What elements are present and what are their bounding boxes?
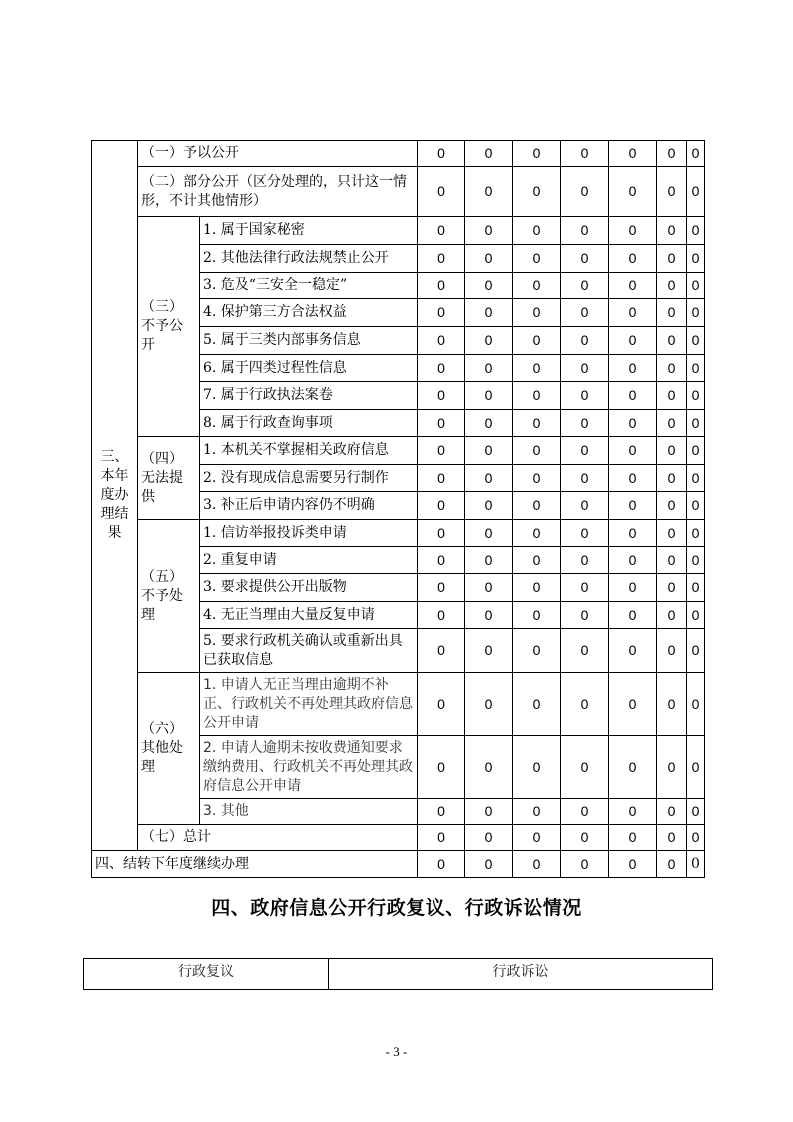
group4-row-2-value: 0	[465, 465, 513, 492]
group5-row-4-value: 0	[465, 602, 513, 629]
group3-row-1-value: 0	[513, 217, 561, 245]
group3-row-8-value: 0	[513, 410, 561, 437]
group5-row-4-value: 0	[657, 602, 687, 629]
group6-row-1-value: 0	[465, 673, 513, 736]
group4-row-1-value: 0	[513, 437, 561, 465]
row-carryover-value: 0	[418, 851, 465, 878]
group6-row-3-value: 0	[609, 799, 657, 825]
group5-row-2-value: 0	[418, 547, 465, 574]
group3-item-label: 4. 保护第三方合法权益	[200, 299, 418, 327]
group6-row-3-value: 0	[465, 799, 513, 825]
group3-row-3-value: 0	[418, 273, 465, 299]
group5-row-3-value: 0	[561, 574, 609, 602]
row-partial-value: 0	[465, 167, 513, 217]
group5-row-2-value: 0	[561, 547, 609, 574]
group3-row-5-value: 0	[609, 327, 657, 355]
group6-item-label: 3. 其他	[200, 799, 418, 825]
row-carryover-value: 0	[609, 851, 657, 878]
group5-row-1-value: 0	[418, 520, 465, 547]
group5-row-3-value: 0	[687, 574, 705, 602]
group3-row-2-value: 0	[657, 245, 687, 273]
group6-row-1-value: 0	[513, 673, 561, 736]
group5-row-3-value: 0	[418, 574, 465, 602]
group5-item-label: 3. 要求提供公开出版物	[200, 574, 418, 602]
group6-row-1-value: 0	[609, 673, 657, 736]
group3-row-5-value: 0	[465, 327, 513, 355]
row-total-value: 0	[513, 825, 561, 851]
row-partial-value: 0	[561, 167, 609, 217]
row-partial-label: （二）部分公开（区分处理的，只计这一情形，不计其他情形）	[138, 167, 418, 217]
group3-row-8-value: 0	[609, 410, 657, 437]
group3-row-2-value: 0	[561, 245, 609, 273]
group4-item-label: 3. 补正后申请内容仍不明确	[200, 492, 418, 520]
row-carryover-value: 0	[561, 851, 609, 878]
group3-row-4-value: 0	[561, 299, 609, 327]
group3-row-7-value: 0	[561, 382, 609, 410]
group3-row-6-value: 0	[465, 355, 513, 382]
group3-row-1-value: 0	[561, 217, 609, 245]
group6-row-2-value: 0	[418, 736, 465, 799]
row-total-value: 0	[561, 825, 609, 851]
group5-row-5-value: 0	[657, 629, 687, 673]
group5-item-label: 2. 重复申请	[200, 547, 418, 574]
group3-row-3-value: 0	[561, 273, 609, 299]
header-administrative-litigation: 行政诉讼	[329, 959, 713, 990]
group5-row-3-value: 0	[465, 574, 513, 602]
group3-row-8-value: 0	[657, 410, 687, 437]
header-administrative-review: 行政复议	[84, 959, 329, 990]
group5-row-1	[92, 520, 705, 547]
group3-row-5-value: 0	[657, 327, 687, 355]
group3-row-2-value: 0	[418, 245, 465, 273]
section3-label: 三、本年度办理结果	[92, 141, 138, 851]
group3-row-1-value: 0	[418, 217, 465, 245]
group5-row-2-value: 0	[657, 547, 687, 574]
group3-row-7-value: 0	[657, 382, 687, 410]
row-carryover	[92, 851, 705, 878]
row-public-value: 0	[561, 141, 609, 167]
group5-row-2-value: 0	[513, 547, 561, 574]
group4-item-label: 1. 本机关不掌握相关政府信息	[200, 437, 418, 465]
row-public-value: 0	[513, 141, 561, 167]
group3-item-label: 8. 属于行政查询事项	[200, 410, 418, 437]
group6-item-label: 2. 申请人逾期未按收费通知要求缴纳费用、行政机关不再处理其政府信息公开申请	[200, 736, 418, 799]
group5-row-2-value: 0	[687, 547, 705, 574]
group5-item-label: 4. 无正当理由大量反复申请	[200, 602, 418, 629]
group3-row-2-value: 0	[513, 245, 561, 273]
row-total-value: 0	[687, 825, 705, 851]
group3-row-6-value: 0	[561, 355, 609, 382]
page-number: - 3 -	[385, 1044, 408, 1059]
group3-row-6-value: 0	[687, 355, 705, 382]
review-litigation-table	[83, 958, 713, 990]
group6-row-2-value: 0	[657, 736, 687, 799]
row-public-value: 0	[609, 141, 657, 167]
group4-row-1-value: 0	[609, 437, 657, 465]
group3-row-5-value: 0	[561, 327, 609, 355]
group3-row-7-value: 0	[609, 382, 657, 410]
group3-item-label: 3. 危及“三安全一稳定”	[200, 273, 418, 299]
group4-row-3-value: 0	[465, 492, 513, 520]
row-partial-value: 0	[418, 167, 465, 217]
group6-row-3-value: 0	[418, 799, 465, 825]
section4-label: 四、结转下年度继续办理	[92, 851, 418, 878]
group5-row-4-value: 0	[561, 602, 609, 629]
group3-row-8-value: 0	[561, 410, 609, 437]
group5-row-5-value: 0	[418, 629, 465, 673]
group5-row-4-value: 0	[513, 602, 561, 629]
row-carryover-value: 0	[513, 851, 561, 878]
row-partial-value: 0	[657, 167, 687, 217]
group5-item-label: 1. 信访举报投诉类申请	[200, 520, 418, 547]
group4-row-2-value: 0	[418, 465, 465, 492]
group3-row-1	[92, 217, 705, 245]
row-partial-value: 0	[513, 167, 561, 217]
row-total-value: 0	[657, 825, 687, 851]
group3-row-4-value: 0	[418, 299, 465, 327]
group4-row-2-value: 0	[513, 465, 561, 492]
group6-row-3-value: 0	[657, 799, 687, 825]
group3-row-3-value: 0	[465, 273, 513, 299]
row-public-value: 0	[418, 141, 465, 167]
row-carryover-value: 0	[465, 851, 513, 878]
row-total-label: （七）总计	[138, 825, 418, 851]
row-partial	[92, 167, 705, 217]
group4-row-1-value: 0	[465, 437, 513, 465]
group4-row-3-value: 0	[609, 492, 657, 520]
group3-row-7-value: 0	[513, 382, 561, 410]
group6-row-1-value: 0	[687, 673, 705, 736]
group6-row-3-value: 0	[687, 799, 705, 825]
group4-row-2-value: 0	[657, 465, 687, 492]
group3-row-7-value: 0	[465, 382, 513, 410]
group3-row-8-value: 0	[687, 410, 705, 437]
group3-item-label: 7. 属于行政执法案卷	[200, 382, 418, 410]
group5-item-label: 5. 要求行政机关确认或重新出具已获取信息	[200, 629, 418, 673]
group6-row-1-value: 0	[418, 673, 465, 736]
group4-row-2-value: 0	[687, 465, 705, 492]
group3-row-5-value: 0	[687, 327, 705, 355]
group5-row-5-value: 0	[687, 629, 705, 673]
group5-row-4-value: 0	[687, 602, 705, 629]
group6-row-3-value: 0	[513, 799, 561, 825]
row-total-value: 0	[465, 825, 513, 851]
row-carryover-value: 0	[687, 851, 705, 878]
row-partial-value: 0	[687, 167, 705, 217]
group6-row-2-value: 0	[609, 736, 657, 799]
group4-row-1-value: 0	[687, 437, 705, 465]
group3-row-3-value: 0	[609, 273, 657, 299]
group3-row-5-value: 0	[418, 327, 465, 355]
group3-label: （三）不予公开	[138, 217, 200, 437]
row-partial-value: 0	[609, 167, 657, 217]
group3-row-1-value: 0	[609, 217, 657, 245]
group3-item-label: 2. 其他法律行政法规禁止公开	[200, 245, 418, 273]
group3-row-5-value: 0	[513, 327, 561, 355]
group6-row-1	[92, 673, 705, 736]
group3-row-1-value: 0	[465, 217, 513, 245]
group5-label: （五）不予处理	[138, 520, 200, 673]
group4-row-3-value: 0	[513, 492, 561, 520]
group6-row-2-value: 0	[465, 736, 513, 799]
group5-row-1-value: 0	[561, 520, 609, 547]
group5-row-3-value: 0	[609, 574, 657, 602]
group5-row-1-value: 0	[687, 520, 705, 547]
group4-label: （四）无法提供	[138, 437, 200, 520]
group4-row-2-value: 0	[561, 465, 609, 492]
group3-item-label: 5. 属于三类内部事务信息	[200, 327, 418, 355]
group4-row-3-value: 0	[561, 492, 609, 520]
group6-row-2-value: 0	[561, 736, 609, 799]
group5-row-1-value: 0	[465, 520, 513, 547]
group3-row-4-value: 0	[609, 299, 657, 327]
group4-row-1	[92, 437, 705, 465]
group5-row-2-value: 0	[465, 547, 513, 574]
group6-label: （六）其他处理	[138, 673, 200, 825]
row-public-value: 0	[465, 141, 513, 167]
group3-row-1-value: 0	[657, 217, 687, 245]
group5-row-2-value: 0	[609, 547, 657, 574]
group3-row-4-value: 0	[465, 299, 513, 327]
group6-row-1-value: 0	[657, 673, 687, 736]
group3-row-3-value: 0	[513, 273, 561, 299]
group3-row-7-value: 0	[687, 382, 705, 410]
section-heading: 四、政府信息公开行政复议、行政诉讼情况	[211, 897, 582, 919]
row-public-label: （一）予以公开	[138, 141, 418, 167]
group5-row-3-value: 0	[657, 574, 687, 602]
group3-row-7-value: 0	[418, 382, 465, 410]
group3-row-6-value: 0	[657, 355, 687, 382]
row-total-value: 0	[418, 825, 465, 851]
row-carryover-value: 0	[657, 851, 687, 878]
group4-row-3-value: 0	[418, 492, 465, 520]
group3-row-4-value: 0	[687, 299, 705, 327]
row-public-value: 0	[687, 141, 705, 167]
group5-row-5-value: 0	[465, 629, 513, 673]
group4-row-1-value: 0	[418, 437, 465, 465]
review-header-row	[84, 959, 713, 990]
group3-row-8-value: 0	[418, 410, 465, 437]
group3-row-6-value: 0	[513, 355, 561, 382]
group5-row-1-value: 0	[513, 520, 561, 547]
group5-row-1-value: 0	[657, 520, 687, 547]
group5-row-4-value: 0	[418, 602, 465, 629]
group6-row-1-value: 0	[561, 673, 609, 736]
group4-row-1-value: 0	[657, 437, 687, 465]
group3-row-3-value: 0	[687, 273, 705, 299]
row-public-value: 0	[657, 141, 687, 167]
group6-item-label: 1. 申请人无正当理由逾期不补正、行政机关不再处理其政府信息公开申请	[200, 673, 418, 736]
group3-item-label: 1. 属于国家秘密	[200, 217, 418, 245]
group6-row-2-value: 0	[687, 736, 705, 799]
results-table	[91, 140, 705, 878]
group3-row-6-value: 0	[609, 355, 657, 382]
group3-row-2-value: 0	[687, 245, 705, 273]
group3-row-6-value: 0	[418, 355, 465, 382]
row-total	[92, 825, 705, 851]
group4-row-3-value: 0	[687, 492, 705, 520]
group4-row-2-value: 0	[609, 465, 657, 492]
group4-row-3-value: 0	[657, 492, 687, 520]
group4-item-label: 2. 没有现成信息需要另行制作	[200, 465, 418, 492]
group5-row-1-value: 0	[609, 520, 657, 547]
group3-row-3-value: 0	[657, 273, 687, 299]
group4-row-1-value: 0	[561, 437, 609, 465]
group3-row-4-value: 0	[513, 299, 561, 327]
group3-row-2-value: 0	[609, 245, 657, 273]
group5-row-3-value: 0	[513, 574, 561, 602]
group3-item-label: 6. 属于四类过程性信息	[200, 355, 418, 382]
group3-row-1-value: 0	[687, 217, 705, 245]
group6-row-2-value: 0	[513, 736, 561, 799]
group3-row-4-value: 0	[657, 299, 687, 327]
group3-row-2-value: 0	[465, 245, 513, 273]
row-total-value: 0	[609, 825, 657, 851]
group5-row-5-value: 0	[513, 629, 561, 673]
group5-row-4-value: 0	[609, 602, 657, 629]
group6-row-3-value: 0	[561, 799, 609, 825]
group3-row-8-value: 0	[465, 410, 513, 437]
group5-row-5-value: 0	[609, 629, 657, 673]
row-public	[92, 141, 705, 167]
group5-row-5-value: 0	[561, 629, 609, 673]
